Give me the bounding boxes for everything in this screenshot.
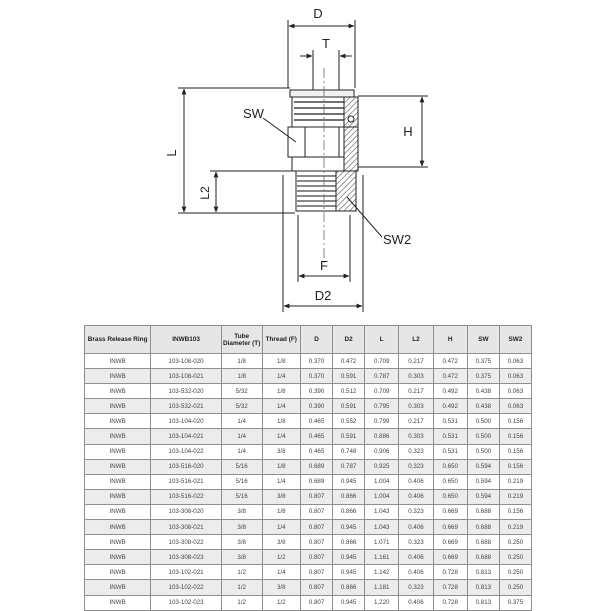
table-cell: 0.406: [399, 474, 433, 489]
table-row: [85, 384, 532, 399]
table-cell: 1.071: [365, 535, 399, 550]
table-cell: 0.787: [333, 459, 365, 474]
table-cell: 0.906: [365, 444, 399, 459]
table-cell: 0.807: [300, 565, 332, 580]
table-cell: 0.472: [433, 369, 467, 384]
table-cell: 0.807: [300, 504, 332, 519]
table-cell: 0.323: [399, 444, 433, 459]
specification-table: [84, 325, 532, 611]
table-cell: INWB: [85, 489, 151, 504]
table-cell: 0.156: [499, 504, 531, 519]
table-cell: 0.156: [499, 429, 531, 444]
table-cell: INWB: [85, 399, 151, 414]
table-cell: 0.063: [499, 354, 531, 369]
table-cell: 3/8: [262, 535, 300, 550]
table-cell: 0.250: [499, 580, 531, 595]
table-cell: INWB: [85, 354, 151, 369]
table-cell: INWB: [85, 429, 151, 444]
table-cell: 0.813: [467, 565, 499, 580]
table-cell: 0.531: [433, 429, 467, 444]
table-cell: 1/8: [262, 354, 300, 369]
table-cell: 0.807: [300, 520, 332, 535]
table-cell: 0.063: [499, 369, 531, 384]
table-cell: 0.669: [433, 504, 467, 519]
table-cell: 5/32: [221, 384, 262, 399]
table-cell: INWB: [85, 459, 151, 474]
table-cell: 0.945: [333, 474, 365, 489]
table-cell: 0.390: [300, 384, 332, 399]
table-cell: 1/2: [221, 565, 262, 580]
table-cell: 0.688: [467, 504, 499, 519]
table-cell: 0.807: [300, 550, 332, 565]
table-cell: 103-308-020: [151, 504, 222, 519]
table-cell: 1/4: [262, 369, 300, 384]
table-cell: 0.156: [499, 444, 531, 459]
table-cell: 1/4: [262, 565, 300, 580]
table-header-row: [85, 326, 532, 354]
table-cell: 0.945: [333, 595, 365, 610]
table-cell: 103-516-022: [151, 489, 222, 504]
table-cell: 0.813: [467, 580, 499, 595]
table-cell: 0.813: [467, 595, 499, 610]
table-cell: 0.219: [499, 489, 531, 504]
table-cell: 0.866: [333, 504, 365, 519]
table-cell: 0.156: [499, 414, 531, 429]
label-l2: L2: [198, 186, 212, 200]
table-cell: 1.043: [365, 520, 399, 535]
table-cell: 1/8: [262, 414, 300, 429]
table-cell: 0.688: [467, 550, 499, 565]
table-cell: 0.323: [399, 580, 433, 595]
column-header: L2: [399, 326, 433, 354]
label-d: D: [313, 6, 323, 21]
table-cell: 3/8: [262, 489, 300, 504]
table-cell: 0.492: [433, 384, 467, 399]
table-row: [85, 399, 532, 414]
table-row: [85, 565, 532, 580]
table-cell: 1/4: [221, 429, 262, 444]
table-cell: 1/8: [262, 384, 300, 399]
table-cell: 0.594: [467, 474, 499, 489]
table-cell: 0.650: [433, 474, 467, 489]
table-cell: 0.303: [399, 429, 433, 444]
table-cell: 0.787: [365, 369, 399, 384]
table-cell: 5/16: [221, 459, 262, 474]
table-cell: 0.688: [467, 520, 499, 535]
table-cell: INWB: [85, 504, 151, 519]
table-cell: 0.406: [399, 565, 433, 580]
column-header: SW2: [499, 326, 531, 354]
table-cell: 0.807: [300, 595, 332, 610]
table-cell: 0.219: [499, 474, 531, 489]
table-cell: 0.795: [365, 399, 399, 414]
table-cell: 0.406: [399, 489, 433, 504]
table-cell: 0.472: [433, 354, 467, 369]
dimension-l: [178, 88, 295, 213]
table-cell: 0.866: [333, 535, 365, 550]
table-cell: 0.323: [399, 535, 433, 550]
table-cell: INWB: [85, 550, 151, 565]
table-cell: 0.728: [433, 565, 467, 580]
table-cell: 0.689: [300, 459, 332, 474]
table-cell: 0.945: [333, 565, 365, 580]
label-d2: D2: [314, 288, 332, 303]
table-cell: 0.156: [499, 459, 531, 474]
table-cell: 0.219: [499, 520, 531, 535]
table-cell: 0.217: [399, 384, 433, 399]
table-row: [85, 550, 532, 565]
table-cell: INWB: [85, 384, 151, 399]
table-row: [85, 414, 532, 429]
table-cell: 0.500: [467, 444, 499, 459]
table-row: [85, 459, 532, 474]
table-cell: INWB: [85, 580, 151, 595]
table-cell: 1.161: [365, 550, 399, 565]
column-header: SW: [467, 326, 499, 354]
table-cell: 3/8: [221, 520, 262, 535]
table-cell: 1.004: [365, 489, 399, 504]
table-cell: 1/4: [262, 520, 300, 535]
table-cell: 103-532-020: [151, 384, 222, 399]
table-cell: 103-104-022: [151, 444, 222, 459]
table-cell: 103-108-020: [151, 354, 222, 369]
table-cell: 0.250: [499, 565, 531, 580]
table-cell: 0.323: [399, 459, 433, 474]
table-row: [85, 580, 532, 595]
table-cell: 0.650: [433, 489, 467, 504]
dimension-t: [300, 50, 352, 95]
table-cell: 0.390: [300, 399, 332, 414]
table-cell: 1/4: [262, 399, 300, 414]
table-cell: 0.512: [333, 384, 365, 399]
table-cell: 3/8: [262, 580, 300, 595]
table-cell: 103-102-021: [151, 565, 222, 580]
table-cell: 1.220: [365, 595, 399, 610]
table-cell: INWB: [85, 369, 151, 384]
table-cell: 0.250: [499, 535, 531, 550]
table-cell: 1/2: [262, 550, 300, 565]
table-cell: 0.807: [300, 489, 332, 504]
table-cell: 0.925: [365, 459, 399, 474]
table-cell: 1/4: [262, 474, 300, 489]
table-cell: 0.594: [467, 459, 499, 474]
table-cell: 1.142: [365, 565, 399, 580]
table-cell: 0.728: [433, 580, 467, 595]
table-cell: 3/8: [221, 535, 262, 550]
table-cell: 103-516-020: [151, 459, 222, 474]
table-cell: INWB: [85, 474, 151, 489]
table-cell: 0.866: [333, 580, 365, 595]
table-cell: INWB: [85, 414, 151, 429]
column-header: Tube Diameter (T): [221, 326, 262, 354]
column-header: INWB103: [151, 326, 222, 354]
table-cell: 0.728: [433, 595, 467, 610]
table-cell: 0.465: [300, 429, 332, 444]
table-cell: 0.799: [365, 414, 399, 429]
column-header: Brass Release Ring: [85, 326, 151, 354]
table-row: [85, 354, 532, 369]
table-cell: 0.669: [433, 520, 467, 535]
table-cell: 103-104-020: [151, 414, 222, 429]
table-cell: 0.465: [300, 444, 332, 459]
table-cell: 0.492: [433, 399, 467, 414]
table-cell: 103-308-023: [151, 550, 222, 565]
table-cell: 3/8: [221, 550, 262, 565]
table-cell: 1/2: [262, 595, 300, 610]
column-header: D: [300, 326, 332, 354]
table-cell: 5/32: [221, 399, 262, 414]
table-cell: 0.669: [433, 535, 467, 550]
label-l: L: [164, 149, 179, 157]
label-sw2: SW2: [383, 232, 412, 247]
table-cell: 3/8: [262, 444, 300, 459]
table-row: [85, 429, 532, 444]
table-cell: 0.250: [499, 550, 531, 565]
table-cell: 0.370: [300, 354, 332, 369]
table-cell: 0.945: [333, 550, 365, 565]
column-header: L: [365, 326, 399, 354]
table-cell: 1/8: [221, 354, 262, 369]
table-cell: 0.650: [433, 459, 467, 474]
fitting-body: [288, 90, 358, 211]
table-cell: 103-108-021: [151, 369, 222, 384]
table-cell: 0.063: [499, 384, 531, 399]
table-cell: 0.375: [499, 595, 531, 610]
table-cell: 5/16: [221, 474, 262, 489]
column-header: Thread (F): [262, 326, 300, 354]
table-cell: 0.370: [300, 369, 332, 384]
table-cell: 0.669: [433, 550, 467, 565]
table-cell: 1.004: [365, 474, 399, 489]
table-cell: 3/8: [221, 504, 262, 519]
table-cell: 0.375: [467, 354, 499, 369]
table-cell: INWB: [85, 535, 151, 550]
label-t: T: [322, 36, 330, 51]
table-cell: 103-308-022: [151, 535, 222, 550]
table-cell: 0.500: [467, 429, 499, 444]
table-cell: 0.709: [365, 384, 399, 399]
label-sw: SW: [243, 106, 264, 121]
table-cell: 1/4: [221, 444, 262, 459]
table-cell: 0.438: [467, 384, 499, 399]
table-cell: 1/8: [221, 369, 262, 384]
table-cell: 1.043: [365, 504, 399, 519]
table-cell: 0.945: [333, 520, 365, 535]
table-cell: 0.807: [300, 535, 332, 550]
table-cell: 1/2: [221, 580, 262, 595]
table-cell: 0.594: [467, 489, 499, 504]
table-cell: 0.323: [399, 504, 433, 519]
table-cell: 1/4: [262, 429, 300, 444]
table-cell: 0.689: [300, 474, 332, 489]
table-cell: 0.748: [333, 444, 365, 459]
table-row: [85, 489, 532, 504]
sw2-leader: [347, 197, 382, 237]
column-header: H: [433, 326, 467, 354]
table-row: [85, 535, 532, 550]
table-cell: 0.531: [433, 414, 467, 429]
table-cell: INWB: [85, 444, 151, 459]
table-cell: 5/16: [221, 489, 262, 504]
table-cell: 0.531: [433, 444, 467, 459]
table-cell: 0.472: [333, 354, 365, 369]
table-row: [85, 520, 532, 535]
table-cell: 1/8: [262, 504, 300, 519]
column-header: D2: [333, 326, 365, 354]
dimension-h: [358, 96, 428, 167]
table-cell: 0.217: [399, 354, 433, 369]
table-cell: 1.181: [365, 580, 399, 595]
dimension-l2: [210, 171, 295, 212]
table-cell: 103-308-021: [151, 520, 222, 535]
table-cell: 0.552: [333, 414, 365, 429]
table-cell: 0.438: [467, 399, 499, 414]
table-cell: 0.886: [365, 429, 399, 444]
table-cell: 103-532-021: [151, 399, 222, 414]
table-row: [85, 474, 532, 489]
table-cell: 0.688: [467, 535, 499, 550]
table-cell: 103-516-021: [151, 474, 222, 489]
table-cell: INWB: [85, 595, 151, 610]
table-cell: 1/2: [221, 595, 262, 610]
table-row: [85, 504, 532, 519]
table-cell: 103-104-021: [151, 429, 222, 444]
table-cell: 103-102-023: [151, 595, 222, 610]
table-cell: 0.406: [399, 520, 433, 535]
table-cell: 0.807: [300, 580, 332, 595]
table-cell: INWB: [85, 565, 151, 580]
dimension-d: [288, 20, 355, 88]
table-cell: 0.591: [333, 429, 365, 444]
label-h: H: [403, 124, 413, 139]
table-cell: 0.866: [333, 489, 365, 504]
label-f: F: [320, 258, 328, 273]
table-cell: 0.465: [300, 414, 332, 429]
table-cell: 0.303: [399, 369, 433, 384]
table-cell: 0.709: [365, 354, 399, 369]
table-row: [85, 444, 532, 459]
table-cell: 0.375: [467, 369, 499, 384]
table-cell: 0.063: [499, 399, 531, 414]
table-cell: INWB: [85, 520, 151, 535]
table-cell: 0.406: [399, 595, 433, 610]
table-cell: 0.303: [399, 399, 433, 414]
table-cell: 1/8: [262, 459, 300, 474]
table-cell: 0.406: [399, 550, 433, 565]
table-cell: 0.500: [467, 414, 499, 429]
table-body: [85, 354, 532, 611]
table-cell: 0.217: [399, 414, 433, 429]
table-row: [85, 369, 532, 384]
table-cell: 0.591: [333, 399, 365, 414]
table-cell: 0.591: [333, 369, 365, 384]
table-cell: 103-102-022: [151, 580, 222, 595]
table-cell: 1/4: [221, 414, 262, 429]
